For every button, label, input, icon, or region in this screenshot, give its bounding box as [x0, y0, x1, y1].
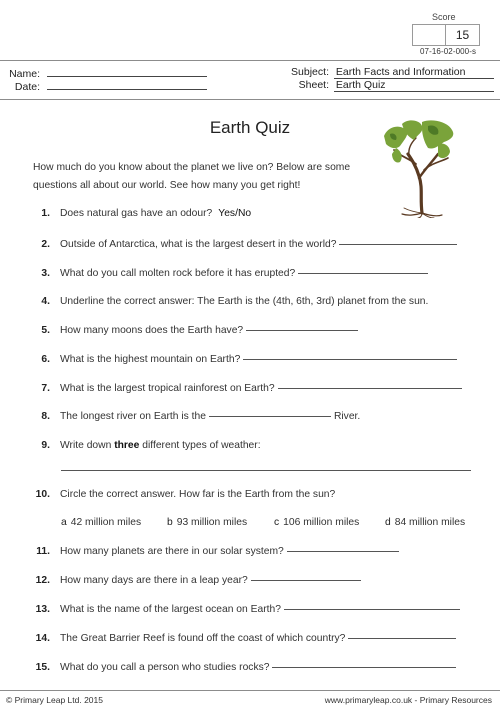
question-text [60, 546, 399, 557]
question-number: 11. [36, 546, 50, 557]
question-text [60, 575, 361, 586]
question-9-emphasis: three [114, 440, 140, 451]
question-13-text: What is the name of the largest ocean on Earth? [60, 604, 281, 615]
name-field [8, 66, 207, 80]
question-number: 12. [35, 575, 50, 586]
question-5-text: How many moons does the Earth have? [60, 325, 244, 336]
option-text: 106 million miles [283, 517, 360, 528]
option-a[interactable] [61, 517, 141, 528]
score-box [412, 24, 480, 46]
question-text [60, 440, 261, 451]
header-bottom-divider [0, 99, 500, 100]
score-label: Score [432, 12, 456, 22]
question-number: 6. [41, 354, 50, 365]
question-number: 2. [41, 239, 50, 250]
question-number: 10. [35, 489, 50, 500]
question-text [60, 604, 460, 615]
date-label: Date: [14, 81, 40, 93]
question-3 [0, 268, 500, 279]
question-9-prefix: Write down [60, 440, 112, 451]
question-text [60, 268, 428, 279]
date-field [8, 79, 207, 93]
answer-line[interactable] [284, 608, 460, 610]
question-15 [0, 662, 500, 673]
footer-website[interactable]: www.primaryleap.co.uk - Primary Resources [324, 695, 492, 705]
question-7-text: What is the largest tropical rainforest on Earth? [60, 383, 275, 394]
name-input-line[interactable] [47, 66, 207, 77]
question-6-text: What is the highest mountain on Earth? [60, 354, 241, 365]
question-6 [0, 354, 500, 365]
question-12-text: How many days are there in a leap year? [60, 575, 248, 586]
question-9 [0, 440, 500, 451]
worksheet-code: 07-16-02-000-s [420, 47, 477, 56]
question-1 [0, 208, 500, 219]
question-text [60, 208, 251, 219]
score-value: 15 [455, 28, 470, 42]
question-number: 5. [41, 325, 50, 336]
answer-line[interactable] [278, 387, 462, 389]
question-number: 3. [41, 268, 50, 279]
question-8-suffix: River. [333, 411, 361, 422]
question-text [60, 411, 360, 422]
question-9-suffix: different types of weather: [142, 440, 261, 451]
option-text: 93 million miles [176, 517, 248, 528]
question-number: 4. [41, 296, 50, 307]
subject-label: Subject: [291, 66, 329, 78]
yes-no-choice[interactable]: Yes/No [218, 208, 252, 219]
question-7 [0, 383, 500, 394]
question-1-text: Does natural gas have an odour? [60, 208, 213, 219]
question-number: 15. [35, 662, 50, 673]
intro-text: How much do you know about the planet we live on? Below are some questions all about our world. See how many you get right! [33, 162, 351, 191]
question-14 [0, 633, 500, 644]
question-number: 8. [41, 411, 50, 422]
option-d[interactable] [385, 517, 465, 528]
question-text [60, 633, 456, 644]
answer-line[interactable] [246, 329, 358, 331]
answer-line[interactable] [243, 358, 457, 360]
header-divider [0, 60, 500, 61]
date-input-line[interactable] [47, 79, 207, 90]
question-number: 13. [35, 604, 50, 615]
question-number: 14. [35, 633, 50, 644]
page-title: Earth Quiz [209, 118, 291, 137]
sheet-value: Earth Quiz [334, 80, 494, 92]
question-text [60, 383, 462, 394]
option-letter: c [274, 517, 280, 528]
question-3-text: What do you call molten rock before it has erupted? [60, 268, 296, 279]
question-13 [0, 604, 500, 615]
option-text: 42 million miles [70, 517, 142, 528]
question-11-text: How many planets are there in our solar system? [60, 546, 284, 557]
question-10-text: Circle the correct answer. How far is the Earth from the sun? [60, 489, 336, 500]
option-letter: b [167, 517, 173, 528]
tree-icon [378, 118, 460, 218]
answer-line[interactable] [287, 550, 399, 552]
option-letter: d [385, 517, 391, 528]
option-text: 84 million miles [394, 517, 466, 528]
question-14-text: The Great Barrier Reef is found off the coast of which country? [60, 633, 346, 644]
answer-line[interactable] [272, 666, 456, 668]
question-text [60, 354, 457, 365]
question-2-text: Outside of Antarctica, what is the largest desert in the world? [60, 239, 337, 250]
question-5 [0, 325, 500, 336]
question-4-text: Underline the correct answer: The Earth is the (4th, 6th, 3rd) planet from the sun. [60, 296, 429, 307]
question-11 [0, 546, 500, 557]
name-label: Name: [9, 68, 40, 80]
question-12 [0, 575, 500, 586]
score-blank-cell [413, 25, 446, 45]
option-letter: a [61, 517, 67, 528]
subject-field [285, 66, 494, 79]
sheet-label: Sheet: [298, 79, 329, 91]
answer-line[interactable] [348, 637, 456, 639]
option-b[interactable] [167, 517, 247, 528]
question-number: 7. [41, 383, 50, 394]
question-4 [0, 296, 500, 307]
answer-line[interactable] [298, 272, 428, 274]
footer-divider [0, 690, 500, 691]
question-8 [0, 411, 500, 422]
subject-value: Earth Facts and Information [334, 67, 494, 79]
question-number: 9. [41, 440, 50, 451]
question-2 [0, 239, 500, 250]
answer-line-long[interactable] [61, 470, 471, 471]
footer-copyright: © Primary Leap Ltd. 2015 [6, 695, 103, 705]
question-text [60, 325, 358, 336]
answer-line[interactable] [251, 579, 361, 581]
sheet-field [285, 79, 494, 92]
answer-line[interactable] [209, 415, 331, 417]
question-8-text: The longest river on Earth is the [60, 411, 206, 422]
question-text [60, 662, 456, 673]
option-c[interactable] [274, 517, 359, 528]
question-15-text: What do you call a person who studies rocks? [60, 662, 270, 673]
question-text [60, 239, 457, 250]
question-10 [0, 489, 500, 500]
question-number: 1. [41, 208, 50, 219]
answer-line[interactable] [339, 243, 457, 245]
